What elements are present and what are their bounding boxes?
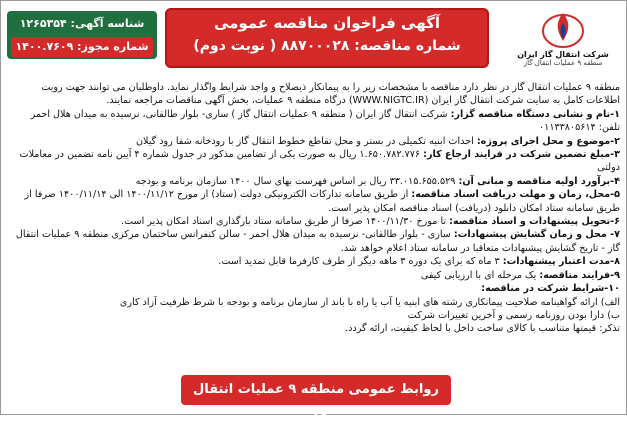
permit-number: شماره مجوز: ۱۴۰۰.۷۶۰۹ (11, 37, 153, 57)
notice-id: شناسه آگهی: ۱۲۶۵۳۵۴ (19, 17, 145, 30)
logo-company-name: شرکت انتقال گاز ایران (517, 50, 609, 59)
item-1: ۱-نام و نشانی دستگاه مناقصه گزار: شرکت انتقال گاز ایران ( منطقه ۹ عملیات انتقال گاز ) ساری- بلوار طالقانی، نرسیده به میدان هلال احمر تلفن: ۰۱۱۳۳۸۰۵۶۱۴ (30, 108, 620, 134)
title-banner (165, 8, 489, 68)
page-title: آگهی فراخوان مناقصه عمومی (214, 14, 440, 32)
note: تذکر: قیمتها متناسب با کالای ساخت داخل با لحاظ کیفیت، ارائه گردد. (345, 323, 620, 335)
item-10: ۱۰-شرایط شرکت در مناقصه: (481, 283, 620, 295)
gas-flame-logo-icon (541, 7, 585, 49)
tender-number: شماره مناقصه: ۸۸۷۰۰۰۲۸ ( نوبت دوم) (193, 38, 461, 54)
logo-region-name: منطقه ۹ عملیات انتقال گاز (523, 59, 603, 67)
item-5: ۵-محل، زمان و مهلت دریافت اسناد مناقصه: از طریق سامانه تدارکات الکترونیکی دولت (ستاد) از مورخ ۱۴۰۰/۱۱/۱۲ الی ۱۴۰۰/۱۱/۱۴ صرفا از طریق سامانه ستاد امکان دانلود (دریافت) اسناد مناقصه امکان پذیر است. (24, 189, 620, 214)
item-9: ۹-فرایند مناقصه: یک مرحله ای با ارزیابی کیفی (420, 269, 620, 281)
header (1, 1, 627, 81)
public-relations-footer: روابط عمومی منطقه ۹ عملیات انتقال گاز (181, 375, 451, 405)
notice-body (9, 81, 620, 369)
intro-paragraph: منطقه ۹ عملیات انتقال گاز در نظر دارد مناقصه با مشخصات زیر را به پیمانکار ذیصلاح و واجد شرایط واگذار نماید. داوطلبان می توانند جهت رویت اطلاعات کامل به سایت شرکت انتقال گاز ایران (WWW.NIGTC.IR) درگاه منطقه ۹ عملیات، بخش آگهی مناقصات مراجعه نمایند. (41, 82, 620, 107)
notice-id-box (7, 11, 157, 59)
item-7: ۷- محل و زمان گشایش پیشنهادات: ساری - بلوار طالقانی- نرسیده به میدان هلال احمر - سالن کنفرانس ساختمان مرکزی منطقه ۹ عملیات انتقال گاز - تاریخ گشایش پیشنهادات متعاقبا در سامانه ستاد اعلام خواهد شد. (15, 229, 620, 254)
company-logo (508, 7, 618, 77)
item-6: ۶-تحویل پیشنهادات و اسناد مناقصه: تا مورخ ۱۴۰۰/۱۱/۳۰ صرفا از طریق سامانه ستاد بارگذاری اسناد امکان پذیر است. (121, 216, 620, 228)
condition-a: الف) ارائه گواهینامه صلاحیت پیمانکاری رشته های ابنیه یا آب یا راه با باند از سازمان برنامه و بودجه با شرط ظرفیت آزاد کاری (119, 296, 620, 308)
item-4: ۴-برآورد اولیه مناقصه و مبانی آن: ۳۳.۰۱۵.۶۵۵.۵۲۹ ریال بر اساس فهرست بهای سال ۱۴۰۰ سازمان برنامه و بودجه (135, 175, 620, 187)
condition-b: ب) دارا بودن روزنامه رسمی و آخرین تغییرات شرکت (407, 309, 620, 321)
item-8: ۸-مدت اعتبار پیشنهادات: ۳ ماه که برای یک دوره ۳ ماهه دیگر از طرف کارفرما قابل تمدید است. (218, 256, 620, 268)
item-2: ۲-موضوع و محل اجرای پروژه: احداث ابنیه تکمیلی در بستر و محل تقاطع خطوط انتقال گاز با رودخانه شفا رود گیلان (135, 135, 620, 147)
item-3: ۳-مبلغ تضمین شرکت در فرایند ارجاع کار: ۱.۶۵۰.۷۸۲.۷۷۶ ریال به صورت یکی از تضامین مذکور در جدول شماره ۴ آیین نامه تضمین در معاملات دولتی (19, 149, 620, 174)
